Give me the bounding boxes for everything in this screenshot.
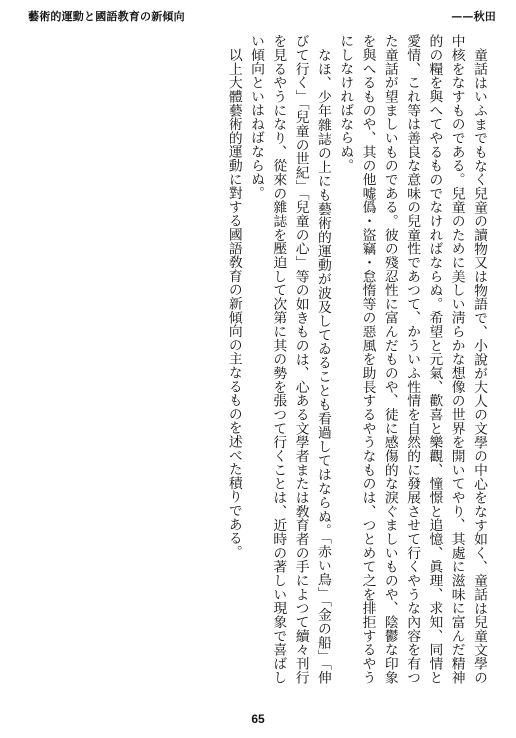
running-header-title: 藝術的運動と國語教育の新傾向 (28, 10, 185, 23)
body-text (28, 34, 490, 684)
page-number: 65 (251, 712, 265, 726)
running-header-author: ——秋田 (451, 10, 496, 23)
paragraph-2: なほ、少年雜誌の上にも藝術的運動が波及してゐることも看過してはならぬ。「赤い鳥」「金の船」「伸びて行く」「兒童の世紀」「兒童の心」等の如きものは、心ある文學者または敎育者の手によつて續々刊行を見るやうになり、從來の雜誌を壓迫して次第に其の勢を張つて行くことは、近時の著しい現象で喜ばしい傾向といはねばならぬ。 (248, 34, 331, 684)
paragraph-1: 童話はいふまでもなく兒童の讀物又は物語で、小說が大人の文學の中心をなす如く、童話は兒童文學の中核をなすものである。兒童のために美しい淸らかな想像の世界を開いてやり、其處に滋味に富んだ精神的の糧を與へてやるものでなければならぬ。希望と元氣、歡喜と樂觀、憧憬と追憶、眞理、求知、同情と愛情、これ等は善良な意味の兒童性であつて、かういふ性情を自然的に發展させて行くやうな內容を有つた童話が望ましいものである。彼の殘忍性に富んだものや、徒に感傷的な淚ぐましいものや、陰鬱な印象を與へるものや、其の他嘘僞・盜竊・怠惰等の惡風を助長するやうなものは、つとめて之を排拒するやうにしなければならぬ。 (337, 34, 487, 684)
paragraph-3: 以上大體藝術的運動に對する國語敎育の新傾向の主なるものを述べた積りである。 (225, 47, 242, 559)
